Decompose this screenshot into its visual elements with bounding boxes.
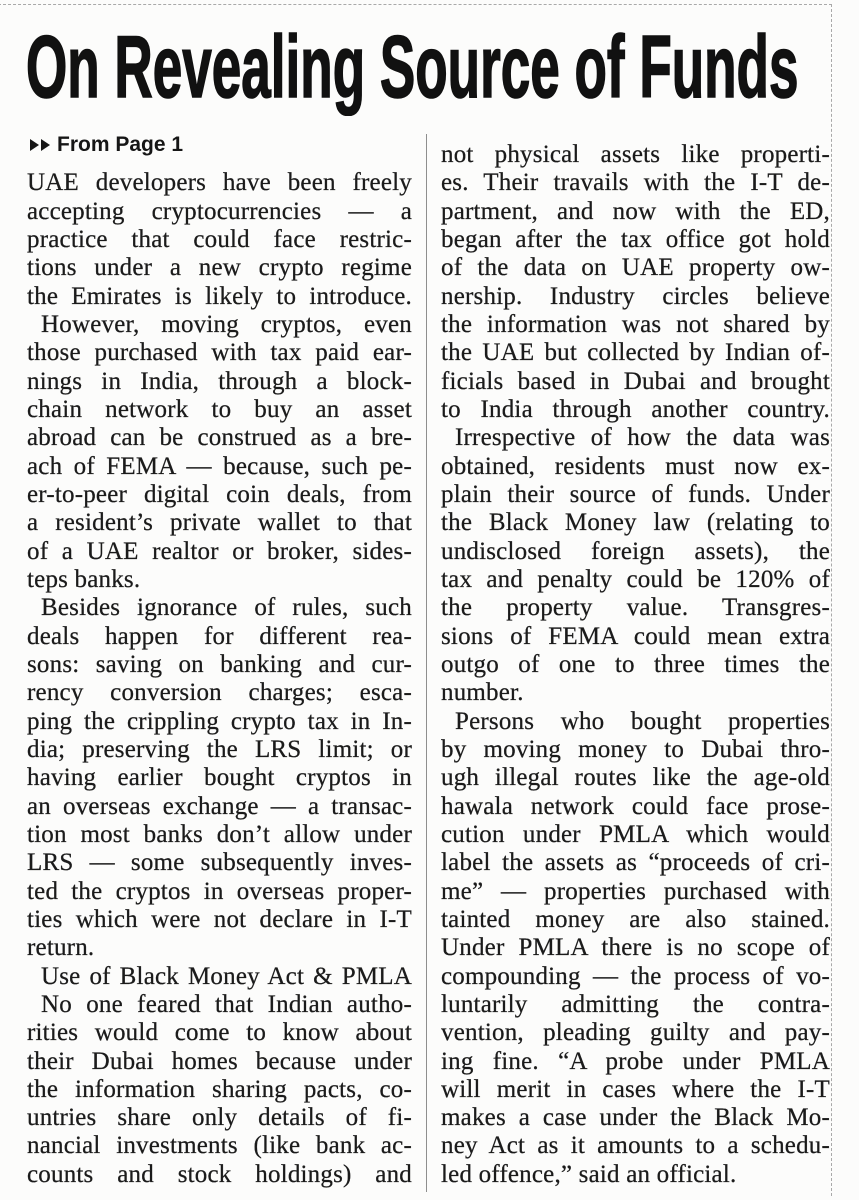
text-line: ach of FEMA — because, such pe- — [27, 452, 412, 480]
text-line: ugh illegal routes like the age-old — [441, 764, 830, 792]
text-line: teps banks. — [27, 565, 141, 593]
text-line: not physical assets like properti- — [441, 141, 830, 168]
text-line: me” — properties purchased with — [441, 877, 830, 905]
jump-label: From Page 1 — [57, 133, 184, 156]
text-line: partment, and now with the ED, — [441, 197, 830, 225]
text-line: the UAE but collected by Indian of- — [441, 339, 830, 367]
text-line: began after the tax office got hold — [441, 225, 830, 253]
headline: On Revealing Source of Funds — [26, 17, 799, 116]
text-line: dia; preserving the LRS limit; or — [27, 735, 412, 763]
text-line: practice that could face restric- — [27, 225, 412, 253]
text-line: those purchased with tax paid ear- — [27, 339, 412, 367]
text-line: ficials based in Dubai and brought — [441, 367, 830, 395]
text-line: vention, pleading guilty and pay- — [441, 1019, 830, 1047]
text-line: tainted money are also stained. — [441, 905, 830, 933]
text-line: er-to-peer digital coin deals, from — [27, 480, 412, 508]
paragraph — [27, 963, 412, 991]
text-line: obtained, residents must now ex- — [441, 452, 830, 480]
column-rule — [426, 134, 427, 1192]
text-line: outgo of one to three times the — [441, 650, 830, 678]
text-line: luntarily admitting the contra- — [441, 990, 830, 1018]
text-line: by moving money to Dubai thro- — [441, 735, 830, 763]
text-line: the Emirates is likely to introduce. — [27, 282, 412, 310]
text-line: nancial investments (like bank ac- — [27, 1132, 412, 1160]
paragraph — [441, 141, 830, 424]
text-line: No one feared that Indian autho- — [41, 990, 412, 1018]
text-line: untries share only details of fi- — [27, 1104, 412, 1132]
text-line: ties which were not declare in I-T — [27, 905, 412, 933]
column-left — [27, 133, 412, 1189]
text-line: Besides ignorance of rules, such — [41, 594, 412, 622]
text-line: Use of Black Money Act & PMLA — [41, 962, 412, 990]
text-line: hawala network could face prose- — [441, 792, 830, 820]
text-line: ping the crippling crypto tax in In- — [27, 707, 412, 735]
text-line: Under PMLA there is no scope of — [441, 934, 830, 962]
text-line: UAE developers have been freely — [27, 169, 412, 197]
text-line: ing fine. “A probe under PMLA — [441, 1047, 830, 1075]
text-line: ney Act as it amounts to a schedu- — [441, 1132, 830, 1160]
text-line: their Dubai homes because under — [27, 1047, 412, 1075]
text-line: label the assets as “proceeds of cri- — [441, 849, 830, 877]
text-line: plain their source of funds. Under — [441, 480, 830, 508]
text-line: abroad can be construed as a bre- — [27, 424, 412, 452]
text-line: a resident’s private wallet to that — [27, 509, 412, 537]
text-line: counts and stock holdings) and — [27, 1160, 412, 1188]
text-line: having earlier bought cryptos in — [27, 764, 412, 792]
text-line: makes a case under the Black Mo- — [441, 1104, 830, 1132]
text-line: the Black Money law (relating to — [441, 509, 830, 537]
text-line: undisclosed foreign assets), the — [441, 537, 830, 565]
text-line: LRS — some subsequently inves- — [27, 849, 412, 877]
text-line: nings in India, through a block- — [27, 367, 412, 395]
text-line: ted the cryptos in overseas proper- — [27, 877, 412, 905]
text-line: rities would come to know about — [27, 1019, 412, 1047]
text-line: es. Their travails with the I-T de- — [441, 169, 830, 197]
column-right — [441, 141, 830, 1189]
text-line: rency conversion charges; esca- — [27, 679, 412, 707]
text-line: tax and penalty could be 120% of — [441, 565, 830, 593]
text-line: return. — [27, 934, 95, 962]
text-line: compounding — the process of vo- — [441, 962, 830, 990]
text-line: cution under PMLA which would — [441, 820, 830, 848]
text-line: tions under a new crypto regime — [27, 254, 412, 282]
text-line: tion most banks don’t allow under — [27, 820, 412, 848]
double-arrow-icon — [30, 139, 52, 151]
text-line: the property value. Transgres- — [441, 594, 830, 622]
text-line: chain network to buy an asset — [27, 395, 412, 423]
text-line: deals happen for different rea- — [27, 622, 412, 650]
text-line: accepting cryptocurrencies — a — [27, 197, 412, 225]
text-line: of a UAE realtor or broker, sides- — [27, 537, 412, 565]
paragraph — [27, 311, 412, 594]
text-line: will merit in cases where the I-T — [441, 1075, 830, 1103]
text-line: of the data on UAE property ow- — [441, 254, 830, 282]
paragraph — [27, 169, 412, 311]
text-line: sons: saving on banking and cur- — [27, 650, 412, 678]
text-line: an overseas exchange — a transac- — [27, 792, 412, 820]
headline-area — [26, 0, 831, 128]
paragraph — [441, 424, 830, 707]
text-line: the information sharing pacts, co- — [27, 1075, 412, 1103]
text-line: led offence,” said an official. — [441, 1160, 737, 1188]
paragraph — [27, 991, 412, 1189]
text-line: However, moving cryptos, even — [41, 310, 412, 338]
text-line: Persons who bought properties — [455, 707, 830, 735]
continued-from-line — [27, 131, 412, 159]
text-line: number. — [441, 679, 524, 707]
text-line: Irrespective of how the data was — [455, 424, 830, 452]
paragraph — [441, 708, 830, 1190]
text-line: the information was not shared by — [441, 310, 830, 338]
text-line: nership. Industry circles believe — [441, 282, 830, 310]
text-line: sions of FEMA could mean extra — [441, 622, 830, 650]
paragraph — [27, 594, 412, 962]
text-line: to India through another country. — [441, 395, 830, 423]
